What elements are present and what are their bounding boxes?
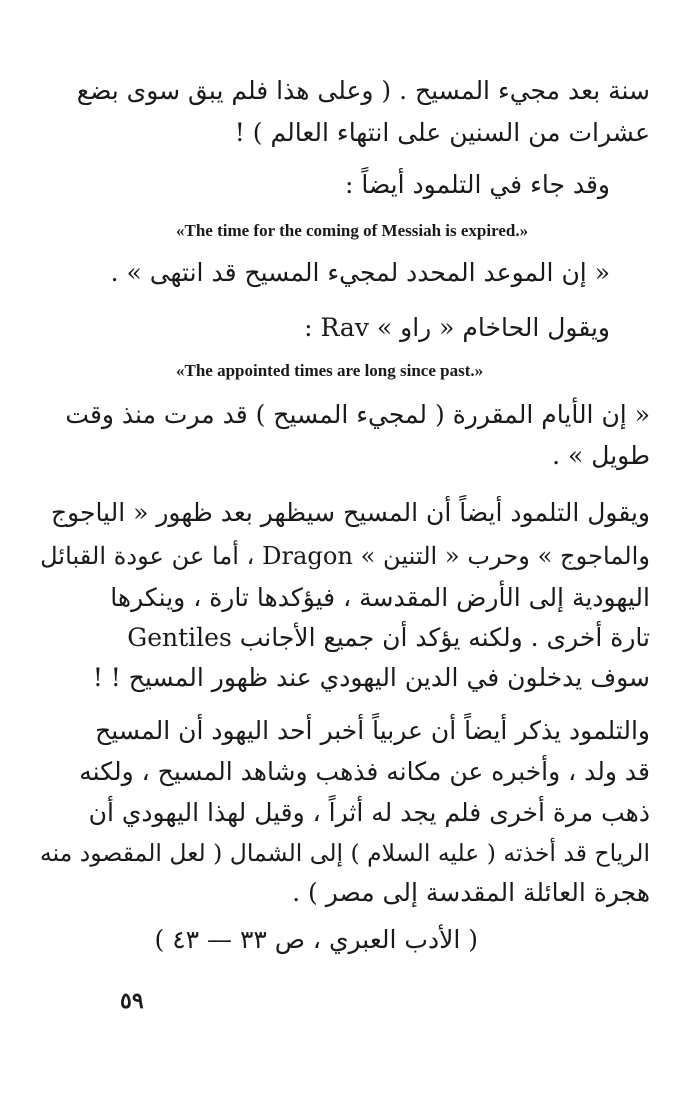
text-line-17: ذهب مرة أخرى فلم يجد له أثراً ، وقيل لهذا اليهودي أن (88, 798, 650, 827)
source-citation: ( الأدب العبري ، ص ٣٣ — ٤٣ ) (154, 925, 478, 954)
text-line-6: ويقول الحاخام « راو » Rav : (304, 313, 610, 342)
english-quote-2: «The appointed times are long since past.» (176, 361, 484, 380)
text-line-16: قد ولد ، وأخبره عن مكانه فذهب وشاهد المسيح ، ولكنه (79, 757, 650, 786)
english-quote-1: «The time for the coming of Messiah is expired.» (176, 221, 529, 240)
text-line-19: هجرة العائلة المقدسة إلى مصر ) . (292, 878, 650, 907)
text-line-14: سوف يدخلون في الدين اليهودي عند ظهور المسيح ! ! (92, 663, 650, 692)
text-line-1: سنة بعد مجيء المسيح . ( وعلى هذا فلم يبق سوى بضع (76, 76, 650, 105)
text-line-10: ويقول التلمود أيضاً أن المسيح سيظهر بعد ظهور « الياجوج (50, 498, 650, 527)
text-line-2: عشرات من السنين على انتهاء العالم ) ! (234, 118, 650, 147)
text-line-12: اليهودية إلى الأرض المقدسة ، فيؤكدها تارة ، وينكرها (110, 583, 650, 612)
text-line-5: « إن الموعد المحدد لمجيء المسيح قد انتهى » . (110, 258, 610, 287)
text-line-8: « إن الأيام المقررة ( لمجيء المسيح ) قد مرت منذ وقت (65, 400, 650, 429)
text-line-3: وقد جاء في التلمود أيضاً : (344, 170, 610, 199)
text-line-9: طويل » . (552, 441, 650, 470)
text-line-11: والماجوج » وحرب « التنين » Dragon ، أما عن عودة القبائل (40, 542, 650, 570)
page-number: ٥٩ (120, 988, 144, 1014)
text-line-18: الرياح قد أخذته ( عليه السلام ) إلى الشمال ( لعل المقصود منه (40, 839, 650, 867)
text-line-13: تارة أخرى . ولكنه يؤكد أن جميع الأجانب Gentiles (127, 623, 650, 652)
text-line-15: والتلمود يذكر أيضاً أن عربياً أخبر أحد اليهود أن المسيح (95, 716, 650, 745)
